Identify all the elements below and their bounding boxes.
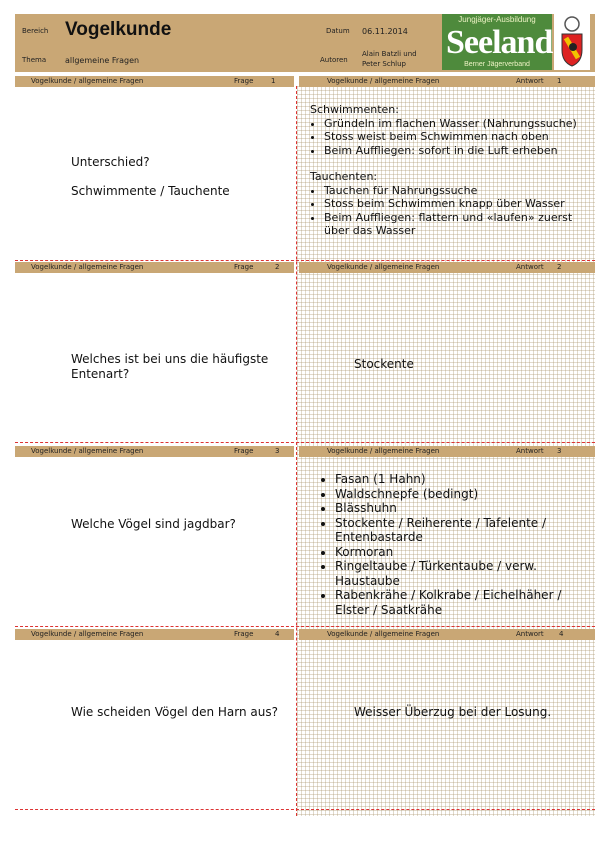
list-item: • Waldschnepfe (bedingt) (335, 487, 589, 502)
answer-1-group1-list (310, 117, 590, 158)
list-item: • Gründeln im flachen Wasser (Nahrungssuche) (324, 117, 590, 131)
topic-label: Vogelkunde / allgemeine Fragen (31, 263, 144, 271)
topic-label: Vogelkunde / allgemeine Fragen (31, 447, 144, 455)
question-number: 4 (275, 630, 280, 638)
bern-crest-icon (554, 14, 590, 70)
topic-label: Vogelkunde / allgemeine Fragen (31, 77, 144, 85)
thema-value: allgemeine Fragen (65, 56, 140, 65)
list-item: • Beim Auffliegen: flattern und «laufen» zuerst über das Wasser (324, 211, 590, 238)
horizontal-cut-line (15, 442, 595, 443)
datum-label: Datum (326, 27, 350, 35)
answer-number: 1 (557, 77, 562, 85)
answer-number: 3 (557, 447, 562, 455)
list-item: • Stoss weist beim Schwimmen nach oben (324, 130, 590, 144)
answer-1 (310, 103, 590, 238)
horizontal-cut-line (15, 260, 595, 261)
vertical-cut-line (296, 86, 297, 816)
question-4: Wie scheiden Vögel den Harn aus? (71, 705, 279, 719)
answer-1-group2-title: Tauchenten: (310, 170, 378, 183)
frage-label: Frage (234, 77, 254, 85)
answer-1-group1-title: Schwimmenten: (310, 103, 399, 116)
logo-sub-text: Berner Jägerverband (464, 61, 530, 68)
antwort-label: Antwort (516, 263, 544, 271)
answer-number: 4 (559, 630, 564, 638)
list-item: • Blässhuhn (335, 501, 589, 516)
logo-main-text: Seeland (446, 24, 553, 61)
bereich-label: Bereich (22, 27, 49, 35)
question-1-line2: Schwimmente / Tauchente (71, 184, 230, 198)
list-item: • Tauchen für Nahrungssuche (324, 184, 590, 198)
frage-label: Frage (234, 447, 254, 455)
topic-label: Vogelkunde / allgemeine Fragen (327, 77, 440, 85)
autoren-label: Autoren (320, 56, 348, 64)
question-bar-3 (15, 446, 294, 457)
question-number: 1 (271, 77, 276, 85)
answer-bar-2 (299, 262, 595, 273)
answer-3-list (321, 472, 589, 617)
antwort-label: Antwort (516, 447, 544, 455)
datum-value: 06.11.2014 (362, 27, 408, 36)
answer-bar-1 (299, 76, 595, 87)
answer-bar-3 (299, 446, 595, 457)
answer-3 (321, 472, 589, 617)
frage-label: Frage (234, 263, 254, 271)
thema-label: Thema (22, 56, 47, 64)
list-item: • Rabenkrähe / Kolkrabe / Eichelhäher / Elster / Saatkrähe (335, 588, 589, 617)
frage-label: Frage (234, 630, 254, 638)
topic-label: Vogelkunde / allgemeine Fragen (31, 630, 144, 638)
list-item: • Beim Auffliegen: sofort in die Luft erheben (324, 144, 590, 158)
question-number: 2 (275, 263, 280, 271)
antwort-label: Antwort (516, 77, 544, 85)
answer-number: 2 (557, 263, 562, 271)
question-2: Welches ist bei uns die häufigste Entenart? (71, 352, 269, 381)
answer-2: Stockente (354, 357, 414, 371)
answer-4: Weisser Überzug bei der Losung. (354, 705, 552, 719)
list-item: • Kormoran (335, 545, 589, 560)
autoren-line2: Peter Schlup (362, 60, 406, 68)
page-title: Vogelkunde (65, 19, 172, 40)
question-1-line1: Unterschied? (71, 155, 150, 169)
list-item: • Stoss beim Schwimmen knapp über Wasser (324, 197, 590, 211)
question-3: Welche Vögel sind jagdbar? (71, 517, 236, 531)
antwort-label: Antwort (516, 630, 544, 638)
question-bar-2 (15, 262, 294, 273)
horizontal-cut-line (15, 626, 595, 627)
answer-bar-4 (299, 629, 595, 640)
list-item: • Fasan (1 Hahn) (335, 472, 589, 487)
list-item: • Ringeltaube / Türkentaube / verw. Haustaube (335, 559, 589, 588)
topic-label: Vogelkunde / allgemeine Fragen (327, 630, 440, 638)
answer-1-group2-list (310, 184, 590, 238)
list-item: • Stockente / Reiherente / Tafelente / Entenbastarde (335, 516, 589, 545)
autoren-line1: Alain Batzli und (362, 50, 417, 58)
topic-label: Vogelkunde / allgemeine Fragen (327, 447, 440, 455)
horizontal-cut-line (15, 809, 595, 810)
logo-top-text: Jungjäger-Ausbildung (458, 15, 536, 24)
seeland-logo (442, 14, 552, 70)
topic-label: Vogelkunde / allgemeine Fragen (327, 263, 440, 271)
question-bar-4 (15, 629, 294, 640)
question-bar-1 (15, 76, 294, 87)
question-number: 3 (275, 447, 280, 455)
